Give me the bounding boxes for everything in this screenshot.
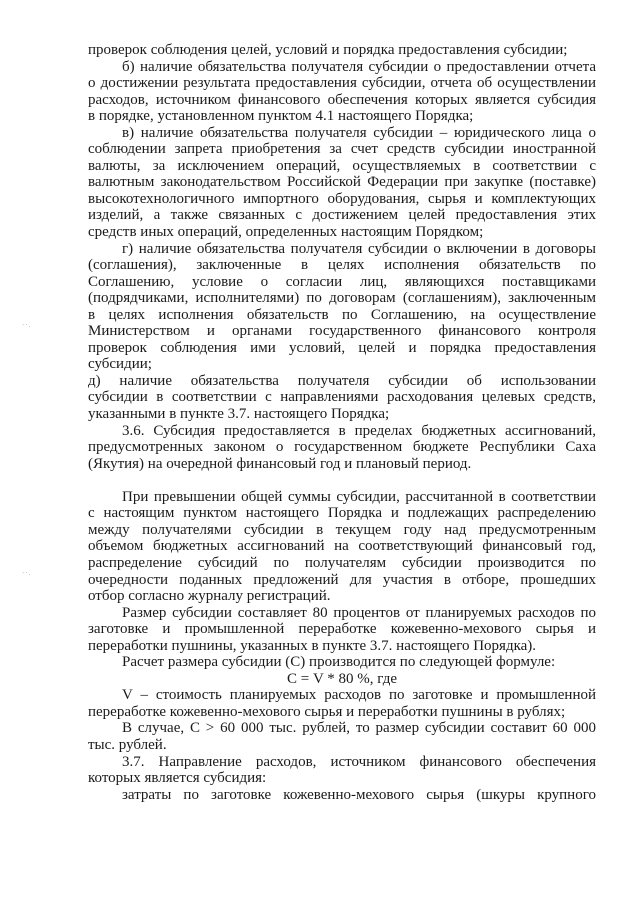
text-line <box>88 472 596 489</box>
text-line: в) наличие обязательства получателя субсидии – юридического лица о <box>122 124 596 141</box>
text-line: б) наличие обязательства получателя субсидии о предоставлении отчета <box>122 58 596 75</box>
text-line: объемом бюджетных ассигнований на соответствующий финансовый год, <box>88 538 596 555</box>
text-line: валютным законодательством Российской Федерации при закупке (поставке) <box>88 174 596 191</box>
text-line: изделий, а также связанных с достижением целей предоставления этих <box>88 207 596 224</box>
text-line: тыс. рублей. <box>88 736 167 753</box>
text-line: расходов, источником финансового обеспечения которых является субсидия <box>88 91 596 108</box>
text-line: Соглашению, условие о согласии лиц, являющихся поставщиками <box>88 273 596 290</box>
text-line: д) наличие обязательства получателя субсидии об использовании <box>88 372 596 389</box>
text-line: С = V * 80 %, где <box>287 670 397 687</box>
text-line: которых является субсидия: <box>88 770 267 787</box>
text-line: г) наличие обязательства получателя субсидии о включении в договоры <box>122 240 596 257</box>
text-line: V – стоимость планируемых расходов по заготовке и промышленной <box>122 687 596 704</box>
text-line: валюты, за исключением операций, осуществляемых в соответствии с <box>88 157 596 174</box>
text-line: субсидии; <box>88 356 152 373</box>
text-line: предусмотренных законом о государственном бюджете Республики Саха <box>88 439 596 456</box>
text-line: Расчет размера субсидии (С) производится по следующей формуле: <box>122 654 556 671</box>
text-line: (соглашения), заключенные в целях исполнения обязательств по <box>88 257 596 274</box>
text-line: 3.7. Направление расходов, источником финансового обеспечения <box>122 753 596 770</box>
text-line: между получателями субсидии в текущем году над предусмотренным <box>88 521 596 538</box>
text-line: В случае, С > 60 000 тыс. рублей, то размер субсидии составит 60 000 <box>122 720 596 737</box>
text-line: распределение субсидий по получателям субсидии производится по <box>88 554 596 571</box>
text-line: проверок соблюдения ими условий, целей и порядка предоставления <box>88 339 596 356</box>
text-line: (подрядчиками, исполнителями) по договорам (соглашениям), заключенным <box>88 290 596 307</box>
text-line: Размер субсидии составляет 80 процентов от планируемых расходов по <box>122 604 596 621</box>
text-line: в порядке, установленном пунктом 4.1 настоящего Порядка; <box>88 108 474 125</box>
text-line: очередности поданных предложений для участия в отборе, прошедших <box>88 571 596 588</box>
text-line: о достижении результата предоставления субсидии, отчета об осуществлении <box>88 75 596 92</box>
margin-scan-mark: ··. <box>22 321 32 329</box>
text-line: При превышении общей суммы субсидии, рассчитанной в соответствии <box>122 488 596 505</box>
text-line: с настоящим пунктом настоящего Порядка и подлежащих распределению <box>88 505 596 522</box>
text-line: отбор согласно журналу регистраций. <box>88 588 331 605</box>
text-line: высокотехнологичного импортного оборудования, сырья и комплектующих <box>88 190 596 207</box>
text-line: (Якутия) на очередной финансовый год и плановый период. <box>88 455 472 472</box>
margin-scan-mark: ··. <box>22 569 32 577</box>
text-line: затраты по заготовке кожевенно-мехового сырья (шкуры крупного <box>122 786 596 803</box>
text-line: средств иных операций, определенных настоящим Порядком; <box>88 224 484 241</box>
text-line: заготовке и промышленной переработке кожевенно-мехового сырья и <box>88 621 596 638</box>
text-line: проверок соблюдения целей, условий и порядка предоставления субсидии; <box>88 42 568 58</box>
document-body <box>88 42 596 803</box>
text-line: указанными в пункте 3.7. настоящего Порядка; <box>88 406 390 423</box>
text-line: в целях исполнения обязательств по Соглашению, на осуществление <box>88 306 596 323</box>
text-line: 3.6. Субсидия предоставляется в пределах бюджетных ассигнований, <box>122 422 596 439</box>
text-line: субсидии в соответствии с направлениями расходования целевых средств, <box>88 389 596 406</box>
text-line: соблюдении запрета приобретения за счет средств субсидии иностранной <box>88 141 596 158</box>
text-line: переработки пушнины, указанных в пункте 3.7. настоящего Порядка). <box>88 637 537 654</box>
text-line: Министерством и органами государственного финансового контроля <box>88 323 596 340</box>
text-line: переработке кожевенно-мехового сырья и переработки пушнины в рублях; <box>88 703 566 720</box>
